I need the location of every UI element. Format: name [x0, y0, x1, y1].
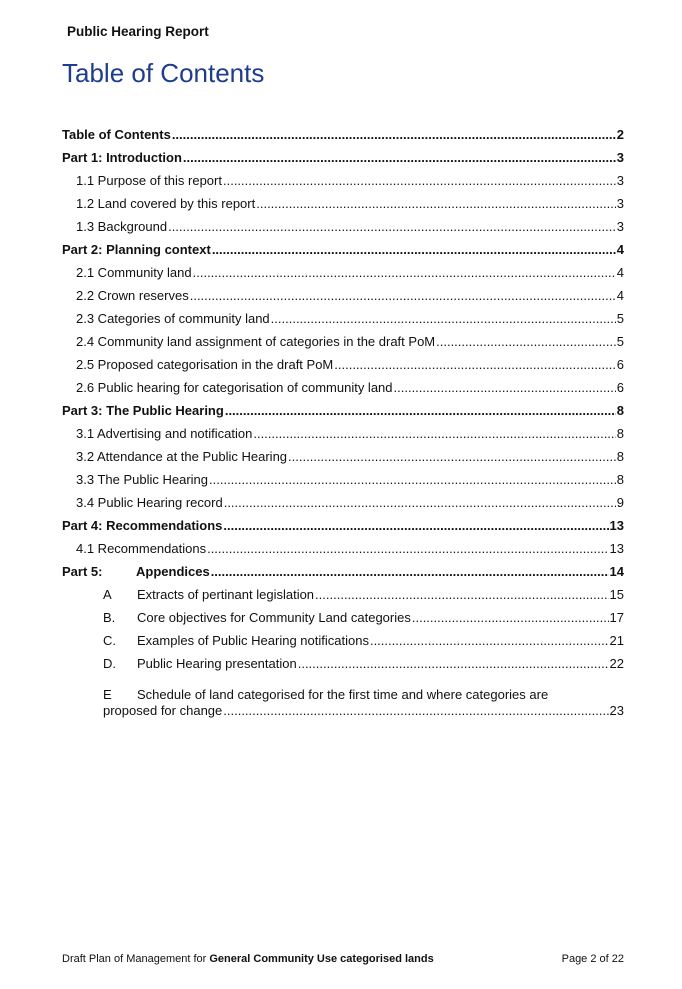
- footer-document-title: [62, 953, 434, 965]
- toc-entry-text: [76, 426, 252, 441]
- toc-entry-page: 4: [616, 242, 624, 257]
- toc-entry-page: 2: [616, 127, 624, 142]
- toc-leader-dots: [315, 587, 608, 602]
- toc-entry-title: 2.1 Community land: [76, 265, 192, 280]
- toc-entry-title: 2.3 Categories of community land: [76, 311, 270, 326]
- toc-leader-dots: [223, 173, 616, 188]
- toc-entry[interactable]: [62, 372, 624, 395]
- toc-entry[interactable]: [62, 165, 624, 188]
- toc-entry-text: [62, 518, 222, 533]
- toc-entry-text: [76, 541, 206, 556]
- toc-entry[interactable]: [62, 671, 624, 718]
- toc-entry[interactable]: [62, 510, 624, 533]
- toc-entry[interactable]: [62, 418, 624, 441]
- toc-entry-page: 14: [609, 564, 624, 579]
- toc-entry-text: proposed for change: [103, 703, 223, 718]
- toc-entry-title: Appendices: [136, 564, 210, 579]
- toc-entry-title: Core objectives for Community Land categories: [137, 610, 411, 625]
- toc-entry-title: 3.1 Advertising and notification: [76, 426, 253, 441]
- toc-entry[interactable]: [62, 648, 624, 671]
- toc-entry-text: [76, 196, 255, 211]
- toc-entry-page: 8: [616, 426, 624, 441]
- toc-entry[interactable]: [62, 625, 624, 648]
- toc-entry-text: Schedule of land categorised for the first time and where categories are: [137, 687, 549, 702]
- toc-entry-text: [76, 380, 393, 395]
- toc-entry-text: [76, 173, 222, 188]
- toc-entry-page: 17: [609, 610, 624, 625]
- toc-entry-page: 4: [616, 265, 624, 280]
- toc-entry-text: [76, 219, 167, 234]
- toc-entry-text: [62, 242, 211, 257]
- toc-entry-page: 5: [616, 311, 624, 326]
- toc-entry-label: D.: [103, 656, 116, 671]
- toc-leader-dots: [412, 610, 609, 625]
- toc-leader-dots: [168, 219, 616, 234]
- toc-entry-page: 3: [616, 219, 624, 234]
- toc-leader-dots: [223, 703, 608, 718]
- toc-entry-label: Part 5:: [62, 564, 103, 579]
- toc-entry-page: 6: [616, 380, 624, 395]
- toc-entry-page: 3: [616, 173, 624, 188]
- toc-entry-title: Table of Contents: [62, 127, 171, 142]
- toc-entry[interactable]: [62, 464, 624, 487]
- toc-entry-title: 3.3 The Public Hearing: [76, 472, 209, 487]
- toc-entry-title: 2.6 Public hearing for categorisation of community land: [76, 380, 393, 395]
- toc-entry-text: [76, 334, 435, 349]
- toc-entry-text: [76, 495, 223, 510]
- toc-entry-title: 1.1 Purpose of this report: [76, 173, 222, 188]
- toc-entry-page: 13: [609, 518, 624, 533]
- toc-leader-dots: [212, 242, 616, 257]
- toc-entry-title: 3.2 Attendance at the Public Hearing: [76, 449, 288, 464]
- toc-leader-dots: [223, 518, 608, 533]
- toc-entry-title: Part 1: Introduction: [62, 150, 182, 165]
- toc-leader-dots: [207, 541, 608, 556]
- toc-entry[interactable]: [62, 326, 624, 349]
- toc-entry[interactable]: [62, 119, 624, 142]
- toc-entry-page: 4: [616, 288, 624, 303]
- toc-entry-text: [76, 472, 208, 487]
- toc-entry-text: [62, 127, 171, 142]
- toc-entry-label: B.: [103, 610, 116, 625]
- toc-entry-text: [76, 311, 270, 326]
- toc-leader-dots: [256, 196, 616, 211]
- toc-leader-dots: [334, 357, 616, 372]
- toc-entry-page: 22: [609, 656, 624, 671]
- toc-entry-title: 1.3 Background: [76, 219, 168, 234]
- toc-entry[interactable]: [62, 579, 624, 602]
- toc-entry[interactable]: [62, 556, 624, 579]
- footer-title-plain: Draft Plan of Management for: [62, 953, 210, 965]
- toc-entry[interactable]: [62, 211, 624, 234]
- page-title: Table of Contents: [62, 58, 265, 88]
- toc-entry-page: 13: [609, 541, 624, 556]
- toc-entry[interactable]: [62, 142, 624, 165]
- toc-entry[interactable]: [62, 280, 624, 303]
- toc-leader-dots: [436, 334, 616, 349]
- toc-entry-text: [103, 610, 411, 625]
- toc-entry-page: 3: [616, 150, 624, 165]
- toc-entry-label: E: [103, 687, 112, 702]
- toc-entry-text: [103, 587, 314, 602]
- toc-entry-title: Part 4: Recommendations: [62, 518, 223, 533]
- toc-leader-dots: [370, 633, 609, 648]
- toc-entry-title: 2.4 Community land assignment of categories in the draft PoM: [76, 334, 436, 349]
- toc-entry-title: Extracts of pertinant legislation: [137, 587, 315, 602]
- toc-entry-title: Public Hearing presentation: [137, 656, 297, 671]
- toc-entry[interactable]: [62, 257, 624, 280]
- toc-entry-title: 2.2 Crown reserves: [76, 288, 189, 303]
- toc-entry-page: 9: [616, 495, 624, 510]
- toc-leader-dots: [253, 426, 615, 441]
- page-footer: [62, 953, 624, 965]
- toc-entry-title: 3.4 Public Hearing record: [76, 495, 223, 510]
- toc-entry-page: 6: [616, 357, 624, 372]
- toc-leader-dots: [224, 495, 616, 510]
- toc-entry[interactable]: [62, 303, 624, 326]
- toc-entry-text: [103, 633, 369, 648]
- toc-entry-text: [76, 357, 333, 372]
- toc-leader-dots: [183, 150, 616, 165]
- toc-entry-title: 4.1 Recommendations: [76, 541, 207, 556]
- toc-entry[interactable]: [62, 441, 624, 464]
- toc-entry[interactable]: [62, 349, 624, 372]
- table-of-contents: [62, 119, 624, 718]
- toc-leader-dots: [298, 656, 609, 671]
- toc-entry[interactable]: [62, 487, 624, 510]
- toc-entry-title: 1.2 Land covered by this report: [76, 196, 256, 211]
- toc-leader-dots: [193, 265, 616, 280]
- toc-entry[interactable]: [62, 533, 624, 556]
- toc-entry-page: 8: [616, 472, 624, 487]
- toc-leader-dots: [209, 472, 616, 487]
- toc-entry-title: Part 2: Planning context: [62, 242, 211, 257]
- toc-entry-page: 23: [609, 703, 624, 718]
- toc-entry[interactable]: [62, 234, 624, 257]
- toc-entry[interactable]: [62, 602, 624, 625]
- toc-entry-text: [103, 656, 297, 671]
- toc-leader-dots: [190, 288, 616, 303]
- running-header: Public Hearing Report: [67, 24, 209, 39]
- toc-entry-text: [76, 288, 189, 303]
- toc-entry-title: Examples of Public Hearing notifications: [137, 633, 369, 648]
- toc-entry-page: 21: [609, 633, 624, 648]
- toc-entry-text: [76, 265, 192, 280]
- toc-entry-text: [62, 403, 224, 418]
- toc-entry-text: [76, 449, 287, 464]
- toc-entry-page: 15: [609, 587, 624, 602]
- toc-leader-dots: [288, 449, 616, 464]
- footer-title-bold: General Community Use categorised lands: [209, 953, 434, 965]
- toc-entry[interactable]: [62, 395, 624, 418]
- toc-entry-page: 3: [616, 196, 624, 211]
- toc-entry-title: Part 3: The Public Hearing: [62, 403, 224, 418]
- toc-leader-dots: [225, 403, 616, 418]
- toc-entry-label: C.: [103, 633, 116, 648]
- toc-leader-dots: [394, 380, 616, 395]
- toc-entry[interactable]: [62, 188, 624, 211]
- footer-page-number: Page 2 of 22: [561, 953, 624, 965]
- toc-entry-label: A: [103, 587, 112, 602]
- toc-leader-dots: [211, 564, 609, 579]
- toc-leader-dots: [172, 127, 616, 142]
- toc-entry-page: 5: [616, 334, 624, 349]
- toc-entry-page: 8: [616, 403, 624, 418]
- toc-entry-text: [62, 564, 210, 579]
- toc-entry-title: 2.5 Proposed categorisation in the draft PoM: [76, 357, 334, 372]
- toc-leader-dots: [271, 311, 616, 326]
- toc-entry-text: [62, 150, 182, 165]
- toc-entry-page: 8: [616, 449, 624, 464]
